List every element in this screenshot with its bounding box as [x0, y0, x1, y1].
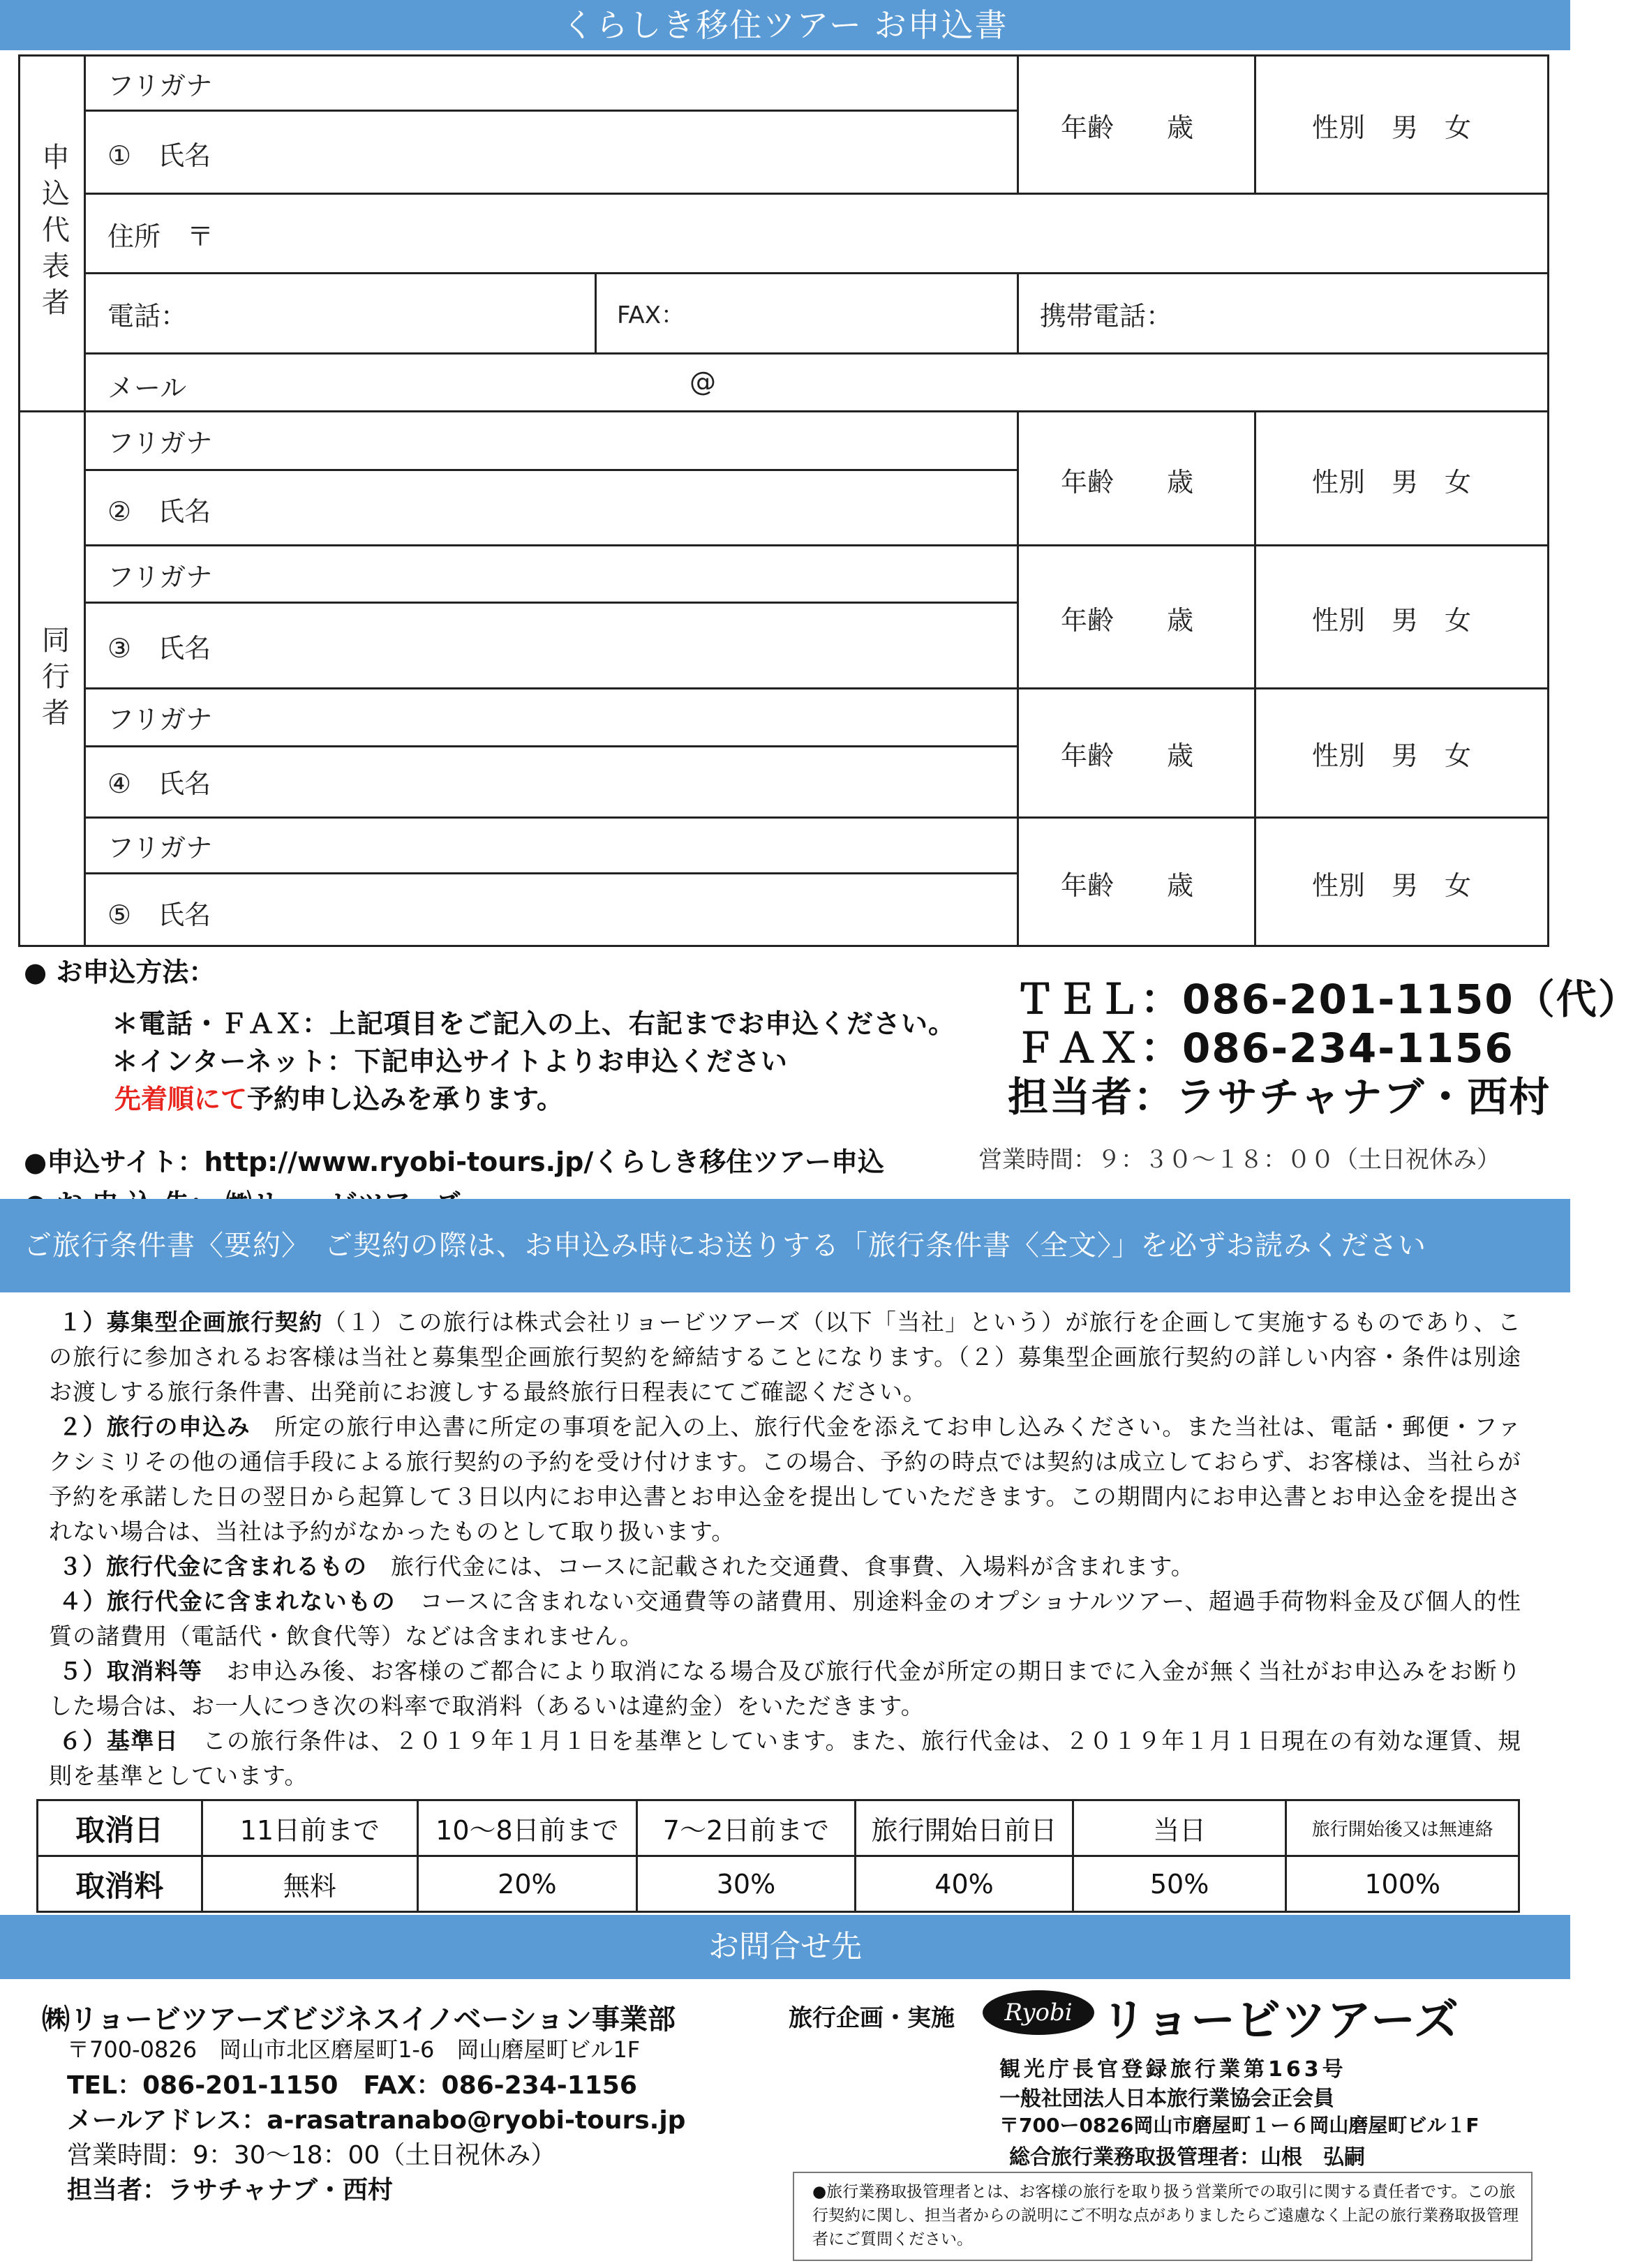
travel-manager: 総合旅行業務取扱管理者：山根 弘嗣 [1009, 2145, 1365, 2170]
age-field-5[interactable]: 年齢 歳 [1061, 870, 1194, 901]
furigana-field-4[interactable]: フリガナ [107, 704, 213, 735]
table-cell: 50% [1073, 1856, 1286, 1912]
gender-field-3[interactable]: 性別 男 女 [1312, 605, 1472, 636]
form-title: くらしき移住ツアー お申込書 [0, 0, 1570, 50]
table-cell: 旅行開始日前日 [856, 1800, 1073, 1856]
address-field[interactable]: 住所 〒 [107, 221, 214, 252]
table-cell: 旅行開始後又は無連絡 [1286, 1800, 1519, 1856]
mobile-field[interactable]: 携帯電話： [1040, 301, 1173, 331]
table-cell: 20% [418, 1856, 637, 1912]
table-cell: 100% [1286, 1856, 1519, 1912]
ryobi-logo-text: リョービツアーズ [1101, 1995, 1459, 2047]
inquiry-email[interactable]: メールアドレス：a-rasatranabo@ryobi-tours.jp [67, 2106, 686, 2135]
contact-staff: 担当者：ラサチャナブ・西村 [1008, 1073, 1551, 1121]
condition-item: ４）旅行代金に含まれないもの コースに含まれない交通費等の諸費用、別途料金のオプショナルツアー、超過手荷物料金及び個人的性質の諸費用（電話代・飲食代等）などは含まれません。 [49, 1588, 1522, 1650]
table-cell: 取消料 [38, 1856, 202, 1912]
inquiry-header: お問合せ先 [0, 1915, 1570, 1979]
apply-method-phone-fax: ＊電話・ＦＡＸ：上記項目をご記入の上、右記までお申込ください。 [112, 1008, 956, 1039]
table-cell: 11日前まで [202, 1800, 418, 1856]
manager-notice: ●旅行業務取扱管理者とは、お客様の旅行を取り扱う営業所での取引に関する責任者です。この旅行契約に関し、担当者からの説明にご不明な点がありましたらご遠慮なく上記の旅行業務取扱管理者にご質問ください。 [793, 2172, 1533, 2261]
furigana-field-2[interactable]: フリガナ [107, 428, 213, 458]
registration-2: 一般社団法人日本旅行業協会正会員 [999, 2087, 1334, 2111]
table-row [38, 1856, 1519, 1912]
gender-field-5[interactable]: 性別 男 女 [1312, 870, 1472, 901]
representative-label: 申 込 代 表 者 [42, 142, 70, 319]
gender-field-2[interactable]: 性別 男 女 [1312, 467, 1472, 498]
name-field-4[interactable]: ④ 氏名 [107, 768, 211, 799]
inquiry-staff: 担当者：ラサチャナブ・西村 [67, 2176, 393, 2204]
table-cell: 取消日 [38, 1800, 202, 1856]
condition-item: ５）取消料等 お申込み後、お客様のご都合により取消になる場合及び旅行代金が所定の期日までに入金が無く当社がお申込みをお断りした場合は、お一人につき次の料率で取消料（あるいは違約金）をいただきます。 [49, 1657, 1522, 1719]
furigana-field-1[interactable]: フリガナ [107, 70, 213, 101]
inquiry-hours: 営業時間：9：30～18：00（土日祝休み） [67, 2141, 556, 2170]
inquiry-tel-fax: TEL：086-201-1150 FAX：086-234-1156 [67, 2071, 637, 2100]
condition-item: １）募集型企画旅行契約（１）この旅行は株式会社リョービツアーズ（以下「当社」という）が旅行を企画して実施するものであり、この旅行に参加されるお客様は当社と募集型企画旅行契約を締結することになります。（２）募集型企画旅行契約の詳しい内容・条件は別途お渡しする旅行条件書、出発前にお渡しする最終旅行日程表にてご確認ください。 [49, 1308, 1522, 1405]
furigana-field-3[interactable]: フリガナ [107, 562, 213, 592]
apply-method-internet: ＊インターネット：下記申込サイトよりお申込ください [112, 1046, 788, 1077]
condition-item: ３）旅行代金に含まれるもの 旅行代金には、コースに記載された交通費、食事費、入場料が含まれます。 [59, 1553, 1195, 1580]
table-cell: 無料 [202, 1856, 418, 1912]
apply-method-note: 先着順にて予約申し込みを承ります。 [114, 1084, 563, 1114]
table-cell: 7～2日前まで [636, 1800, 856, 1856]
contact-tel: ＴＥＬ：086-201-1150（代） [1015, 976, 1640, 1023]
ryobi-logo-icon: Ryobi [983, 1990, 1094, 2035]
phone-field[interactable]: 電話： [107, 301, 188, 331]
apply-site[interactable]: ●申込サイト：http://www.ryobi-tours.jp/くらしき移住ツアー申込 [24, 1147, 885, 1177]
planning-label: 旅行企画・実施 [789, 2004, 955, 2032]
furigana-field-5[interactable]: フリガナ [107, 833, 213, 863]
table-cell: 10～8日前まで [418, 1800, 637, 1856]
name-field-3[interactable]: ③ 氏名 [107, 633, 211, 664]
table-cell: 30% [636, 1856, 856, 1912]
gender-field-4[interactable]: 性別 男 女 [1312, 740, 1472, 771]
contact-fax: ＦＡＸ：086-234-1156 [1015, 1024, 1514, 1072]
table-cell: 当日 [1073, 1800, 1286, 1856]
conditions-body [49, 1305, 1521, 1793]
email-at-sign: @ [689, 366, 716, 397]
inquiry-company: ㈱リョービツアーズビジネスイノベーション事業部 [42, 2004, 676, 2036]
registration-3: 〒700ー0826岡山市磨屋町１ー６岡山磨屋町ビル１F [999, 2114, 1479, 2137]
condition-item: ２）旅行の申込み 所定の旅行申込書に所定の事項を記入の上、旅行代金を添えてお申し込みください。また当社は、電話・郵便・ファクシミリその他の通信手段による旅行契約の予約を受け付けます。この場合、予約の時点では契約は成立しておらず、お客様は、当社らが予約を承諾した日の翌日から起算して３日以内にお申込書とお申込金を提出していただきます。この期間内にお申込書とお申込金を提出されない場合は、当社は予約がなかったものとして取り扱います。 [49, 1413, 1522, 1545]
email-field[interactable]: メール [107, 373, 187, 403]
fax-field[interactable]: FAX： [617, 301, 685, 329]
name-field-5[interactable]: ⑤ 氏名 [107, 900, 211, 930]
first-come-note: 先着順にて [114, 1084, 248, 1114]
business-hours: 営業時間：９：３０～１８：００（土日祝休み） [978, 1146, 1500, 1174]
age-field-3[interactable]: 年齢 歳 [1061, 605, 1194, 636]
conditions-header: ご旅行条件書〈要約〉 ご契約の際は、お申込み時にお送りする「旅行条件書〈全文〉」を必ずお読みください [0, 1199, 1570, 1292]
age-field-2[interactable]: 年齢 歳 [1061, 467, 1194, 498]
age-field-4[interactable]: 年齢 歳 [1061, 740, 1194, 771]
table-row [38, 1800, 1519, 1856]
apply-method-label: ● お申込方法： [24, 957, 216, 987]
age-field-1[interactable]: 年齢 歳 [1061, 112, 1194, 143]
gender-field-1[interactable]: 性別 男 女 [1312, 112, 1472, 143]
registration-1: 観光庁長官登録旅行業第163号 [999, 2057, 1347, 2082]
table-cell: 40% [856, 1856, 1073, 1912]
name-field-2[interactable]: ② 氏名 [107, 496, 211, 527]
cancellation-table [36, 1799, 1520, 1913]
inquiry-address: 〒700-0826 岡山市北区磨屋町1-6 岡山磨屋町ビル1F [67, 2036, 641, 2063]
condition-item: ６）基準日 この旅行条件は、２０１９年１月１日を基準としています。また、旅行代金は、２０１９年１月１日現在の有効な運賃、規則を基準としています。 [49, 1727, 1521, 1789]
companion-label: 同 行 者 [42, 625, 70, 729]
name-field-1[interactable]: ① 氏名 [107, 140, 211, 171]
